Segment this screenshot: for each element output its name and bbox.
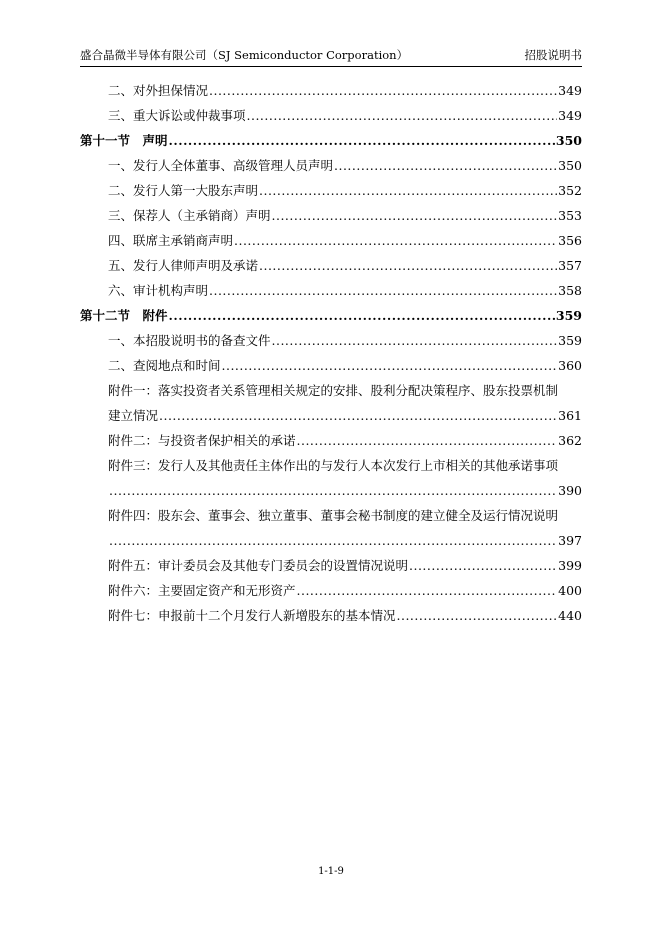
toc-leader-dots <box>297 428 558 453</box>
toc-entry-title-cont: 建立情况 <box>108 408 159 423</box>
toc-leader-dots <box>209 78 557 103</box>
toc-entry-title: 附件三：发行人及其他责任主体作出的与发行人本次发行上市相关的其他承诺事项 <box>108 458 559 473</box>
toc-entry-title: 附件二：与投资者保护相关的承诺 <box>108 433 296 448</box>
toc-page-number: 358 <box>558 283 582 298</box>
toc-leader-dots <box>247 103 558 128</box>
toc-entry[interactable] <box>80 578 582 603</box>
toc-entry-title: 三、重大诉讼或仲裁事项 <box>108 108 246 123</box>
toc-entry-title: 第十一节 声明 <box>80 133 168 148</box>
toc-entry[interactable] <box>80 78 582 103</box>
toc-entry[interactable] <box>80 203 582 228</box>
toc-leader-dots <box>397 603 558 628</box>
toc-page-number: 390 <box>558 483 582 498</box>
toc-leader-dots <box>259 253 557 278</box>
toc-page-number: 362 <box>558 433 582 448</box>
toc-page-number: 359 <box>555 308 582 323</box>
toc-entry[interactable] <box>80 153 582 178</box>
toc-page-number: 399 <box>558 558 582 573</box>
toc-entry[interactable] <box>80 428 582 453</box>
toc-entry[interactable] <box>80 228 582 253</box>
toc-entry[interactable] <box>80 253 582 278</box>
table-of-contents <box>80 78 582 628</box>
toc-entry-title: 附件四：股东会、董事会、独立董事、董事会秘书制度的建立健全及运行情况说明 <box>108 508 559 523</box>
toc-page-number: 400 <box>558 583 582 598</box>
toc-page-number: 357 <box>558 258 582 273</box>
header-company: 盛合晶微半导体有限公司（SJ Semiconductor Corporation） <box>80 48 409 62</box>
toc-leader-dots <box>109 478 557 503</box>
toc-page-number: 352 <box>558 183 582 198</box>
toc-page-number: 350 <box>555 133 582 148</box>
toc-leader-dots <box>272 328 558 353</box>
toc-leader-dots <box>169 128 555 153</box>
toc-entry-title: 第十二节 附件 <box>80 308 168 323</box>
toc-entry[interactable] <box>80 178 582 203</box>
toc-page-number: 349 <box>558 108 582 123</box>
toc-leader-dots <box>297 578 558 603</box>
toc-entry-title: 一、本招股说明书的备查文件 <box>108 333 271 348</box>
toc-entry[interactable] <box>80 278 582 303</box>
toc-entry-title: 二、发行人第一大股东声明 <box>108 183 259 198</box>
toc-page-number: 397 <box>558 533 582 548</box>
toc-entry-title: 附件一：落实投资者关系管理相关规定的安排、股利分配决策程序、股东投票机制 <box>108 383 559 398</box>
toc-section-entry[interactable] <box>80 303 582 328</box>
page-number: 1-1-9 <box>318 866 344 877</box>
toc-page-number: 440 <box>558 608 582 623</box>
toc-leader-dots <box>259 178 557 203</box>
toc-entry[interactable] <box>80 103 582 128</box>
toc-page-number: 361 <box>558 408 582 423</box>
toc-page-number: 356 <box>558 233 582 248</box>
toc-page-number: 353 <box>558 208 582 223</box>
toc-entry[interactable] <box>80 353 582 378</box>
toc-leader-dots <box>334 153 557 178</box>
toc-leader-dots <box>209 278 557 303</box>
toc-leader-dots <box>159 403 557 428</box>
toc-leader-dots <box>222 353 558 378</box>
page-header <box>80 44 582 67</box>
toc-page-number: 359 <box>558 333 582 348</box>
toc-leader-dots <box>409 553 557 578</box>
toc-leader-dots <box>169 303 555 328</box>
toc-entry-title: 一、发行人全体董事、高级管理人员声明 <box>108 158 334 173</box>
toc-entry-title: 附件七：申报前十二个月发行人新增股东的基本情况 <box>108 608 396 623</box>
toc-leader-dots <box>234 228 557 253</box>
toc-page-number: 349 <box>558 83 582 98</box>
toc-entry-title: 四、联席主承销商声明 <box>108 233 234 248</box>
toc-entry-title: 附件五：审计委员会及其他专门委员会的设置情况说明 <box>108 558 409 573</box>
toc-page-number: 350 <box>558 158 582 173</box>
toc-page-number: 360 <box>558 358 582 373</box>
toc-section-entry[interactable] <box>80 128 582 153</box>
toc-entry[interactable] <box>80 603 582 628</box>
toc-entry[interactable] <box>80 553 582 578</box>
toc-entry-title: 三、保荐人（主承销商）声明 <box>108 208 271 223</box>
toc-entry-title: 二、查阅地点和时间 <box>108 358 221 373</box>
toc-entry-title: 二、对外担保情况 <box>108 83 209 98</box>
toc-leader-dots <box>109 528 557 553</box>
toc-entry[interactable] <box>80 378 582 428</box>
header-doc-title: 招股说明书 <box>524 48 582 62</box>
toc-entry[interactable] <box>80 503 582 553</box>
toc-entry-title: 附件六：主要固定资产和无形资产 <box>108 583 296 598</box>
toc-entry[interactable] <box>80 453 582 503</box>
toc-leader-dots <box>272 203 558 228</box>
toc-entry-title: 六、审计机构声明 <box>108 283 209 298</box>
toc-entry-title: 五、发行人律师声明及承诺 <box>108 258 259 273</box>
toc-entry[interactable] <box>80 328 582 353</box>
